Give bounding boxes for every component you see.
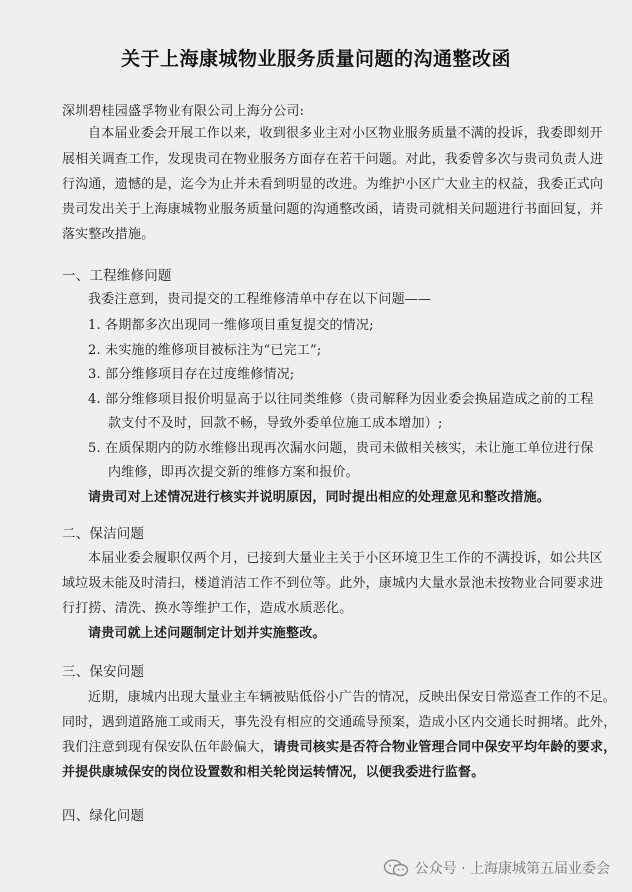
list-item: 2. 未实施的维修项目被标注为“已完工”;: [88, 343, 322, 358]
paragraph-line: 行打捞、清洗、换水等维护工作，造成水质恶化。: [62, 601, 353, 616]
paragraph-line: [62, 740, 616, 756]
section-heading-greening: 四、绿化问题: [62, 808, 145, 824]
section-heading-security: 三、保安问题: [62, 664, 145, 680]
paragraph-request-text: 请贵司核实是否符合物业管理合同中保安平均年龄的要求，: [273, 740, 617, 755]
section-heading-engineering: 一、工程维修问题: [62, 268, 172, 284]
list-item: 1. 各期都多次出现同一维修项目重复提交的情况;: [88, 318, 374, 333]
list-item: 3. 部分维修项目存在过度维修情况;: [88, 367, 295, 382]
list-item: 5. 在质保期内的防水维修出现再次漏水问题，贵司未做相关核实，未让施工单位进行保: [88, 441, 594, 456]
paragraph-line: 近期，康城内出现大量业主车辆被贴低俗小广告的情况，反映出保安日常巡查工作的不足。: [88, 690, 617, 705]
list-item: 4. 部分维修项目报价明显高于以往同类维修（贵司解释为因业委会换届造成之前的工程: [88, 392, 594, 407]
list-item-continuation: 款支付不及时，回款不畅，导致外委单位施工成本增加）;: [108, 416, 443, 431]
wechat-watermark: [383, 858, 610, 878]
intro-line: 行沟通，遗憾的是，迄今为止并未看到明显的改进。为维护小区广大业主的权益，我委正式向: [62, 177, 604, 192]
section-lead: 我委注意到，贵司提交的工程维修清单中存在以下问题——: [88, 292, 432, 307]
paragraph-request-line: 并提供康城保安的岗位设置数和相关轮岗运转情况，以便我委进行监督。: [62, 765, 485, 780]
intro-line: 落实整改措施。: [62, 227, 155, 242]
list-item-continuation: 内维修，即再次提交新的维修方案和报价。: [108, 465, 359, 480]
paragraph-line: 同时，遇到道路施工或雨天，事先没有相应的交通疏导预案，造成小区内交通长时拥堵。此外，: [62, 715, 617, 730]
paragraph-line: 域垃圾未能及时清扫，楼道消洁工作不到位等。此外，康城内大量水景池未按物业合同要求进: [62, 576, 604, 591]
section-request: 请贵司对上述情况进行核实并说明原因，同时提出相应的处理意见和整改措施。: [88, 490, 551, 505]
intro-line: 自本届业委会开展工作以来，收到很多业主对小区物业服务质量不满的投诉，我委即刻开: [88, 126, 603, 141]
paragraph-text: 我们注意到现有保安队伍年龄偏大，: [62, 740, 274, 755]
paragraph-line: 本届业委会履职仅两个月，已接到大量业主关于小区环境卫生工作的不满投诉，如公共区: [88, 551, 603, 566]
section-request: 请贵司就上述问题制定计划并实施整改。: [88, 626, 326, 641]
document-title: 关于上海康城物业服务质量问题的沟通整改函: [120, 48, 511, 70]
wechat-icon: [383, 859, 409, 877]
intro-line: 展相关调查工作，发现贵司在物业服务方面存在若干问题。对此，我委曾多次与贵司负责人进: [62, 152, 604, 167]
section-heading-cleaning: 二、保洁问题: [62, 526, 145, 542]
intro-line: 贵司发出关于上海康城物业服务质量问题的沟通整改函，请贵司就相关问题进行书面回复，并: [62, 202, 604, 217]
watermark-text: 公众号 · 上海康城第五届业委会: [414, 861, 610, 877]
salutation: 深圳碧桂园盛孚物业有限公司上海分公司:: [62, 104, 305, 119]
